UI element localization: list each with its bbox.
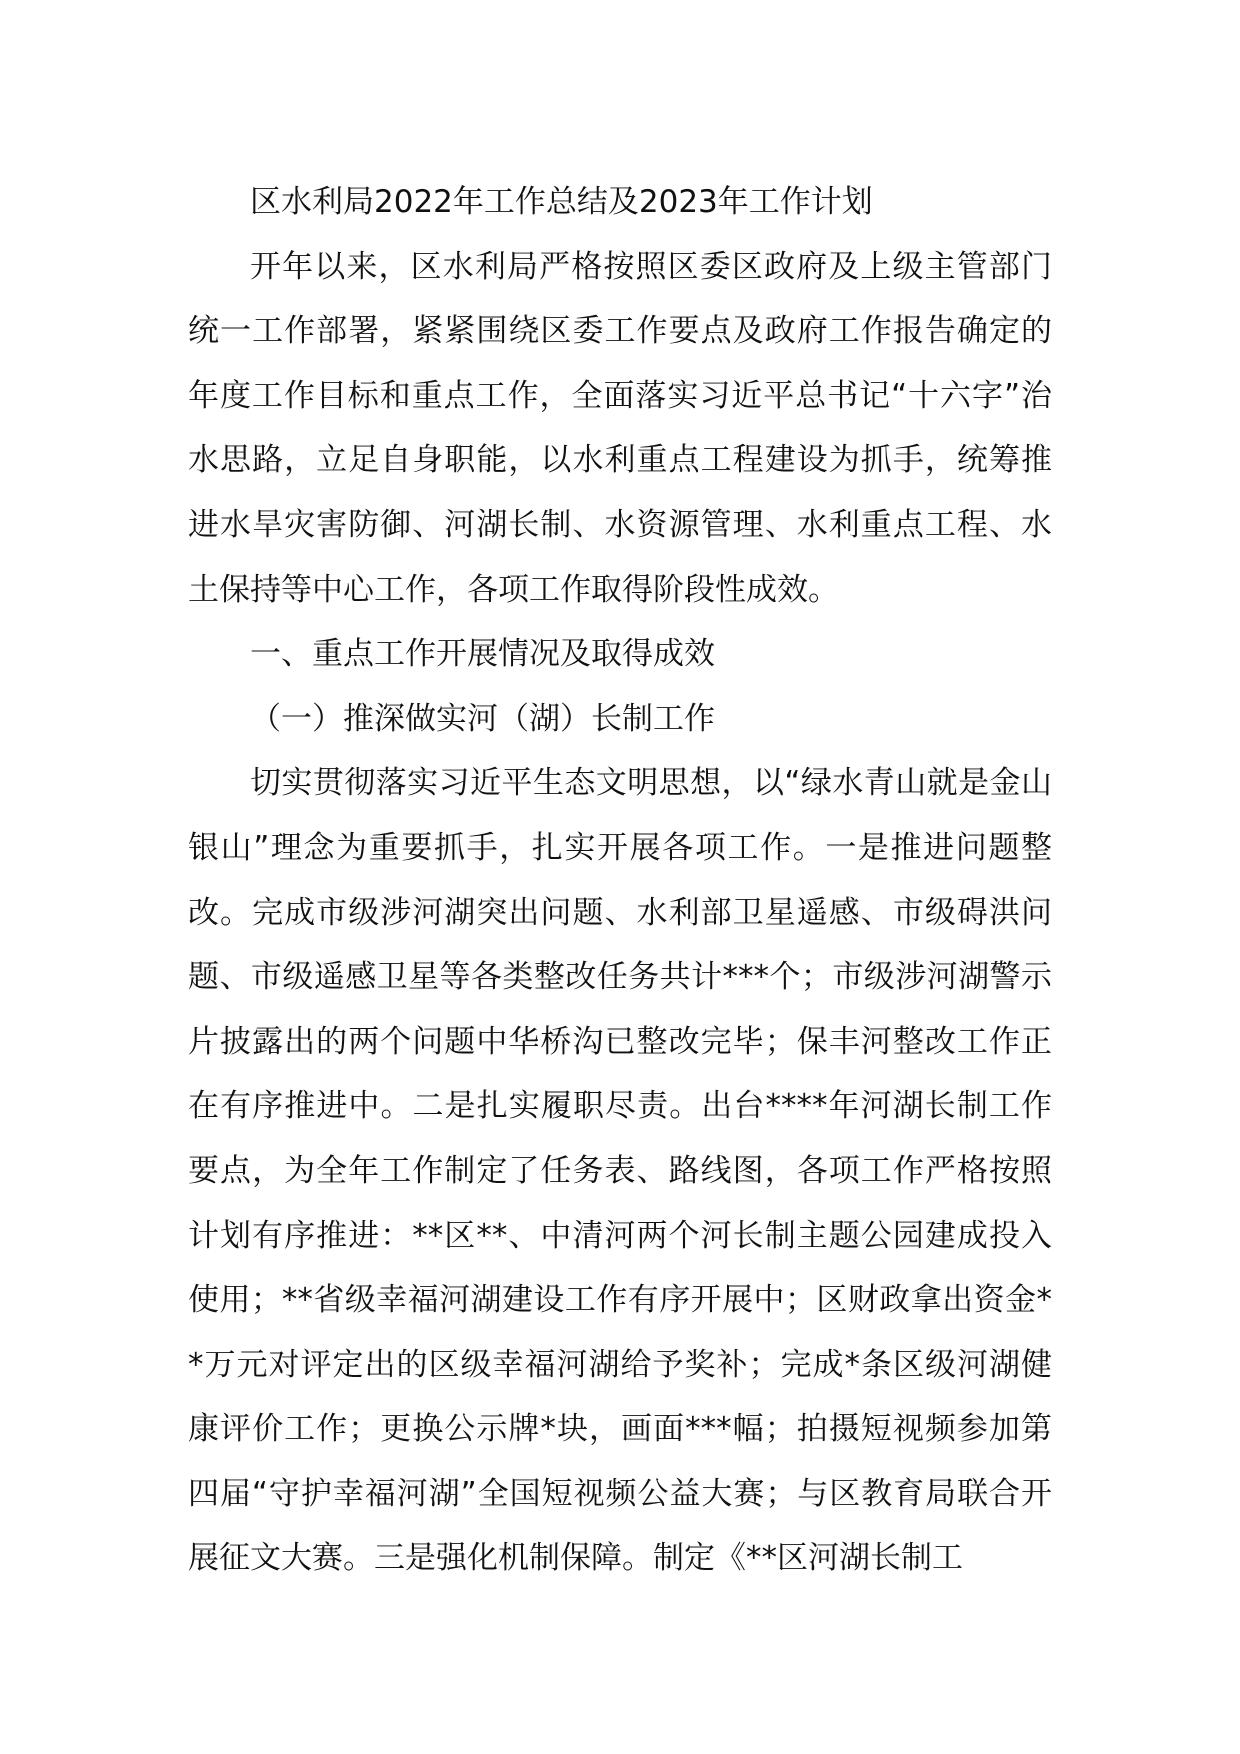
subsection-heading: （一）推深做实河（湖）长制工作 xyxy=(250,700,715,737)
document-page xyxy=(188,170,1052,1591)
document-title: 区水利局2022年工作总结及2023年工作计划 xyxy=(250,184,873,220)
intro-paragraph: 开年以来，区水利局严格按照区委区政府及上级主管部门统一工作部署，紧紧围绕区委工作要点及政府工作报告确定的年度工作目标和重点工作，全面落实习近平总书记“十六字”治水思路，立足自身职能，以水利重点工程建设为抓手，统筹推进水旱灾害防御、河湖长制、水资源管理、水利重点工程、水土保持等中心工作，各项工作取得阶段性成效。 xyxy=(188,248,1052,608)
body-paragraph: 切实贯彻落实习近平生态文明思想，以“绿水青山就是金山银山”理念为重要抓手，扎实开展各项工作。一是推进问题整改。完成市级涉河湖突出问题、水利部卫星遥感、市级碍洪问题、市级遥感卫星等各类整改任务共计***个；市级涉河湖警示片披露出的两个问题中华桥沟已整改完毕；保丰河整改工作正在有序推进中。二是扎实履职尽责。出台****年河湖长制工作要点，为全年工作制定了任务表、路线图，各项工作严格按照计划有序推进：**区**、中清河两个河长制主题公园建成投入使用；**省级幸福河湖建设工作有序开展中；区财政拿出资金**万元对评定出的区级幸福河湖给予奖补；完成*条区级河湖健康评价工作；更换公示牌*块，画面***幅；拍摄短视频参加第四届“守护幸福河湖”全国短视频公益大赛；与区教育局联合开展征文大赛。三是强化机制保障。制定《**区河湖长制工 xyxy=(188,765,1052,1577)
section-heading: 一、重点工作开展情况及取得成效 xyxy=(250,636,715,673)
